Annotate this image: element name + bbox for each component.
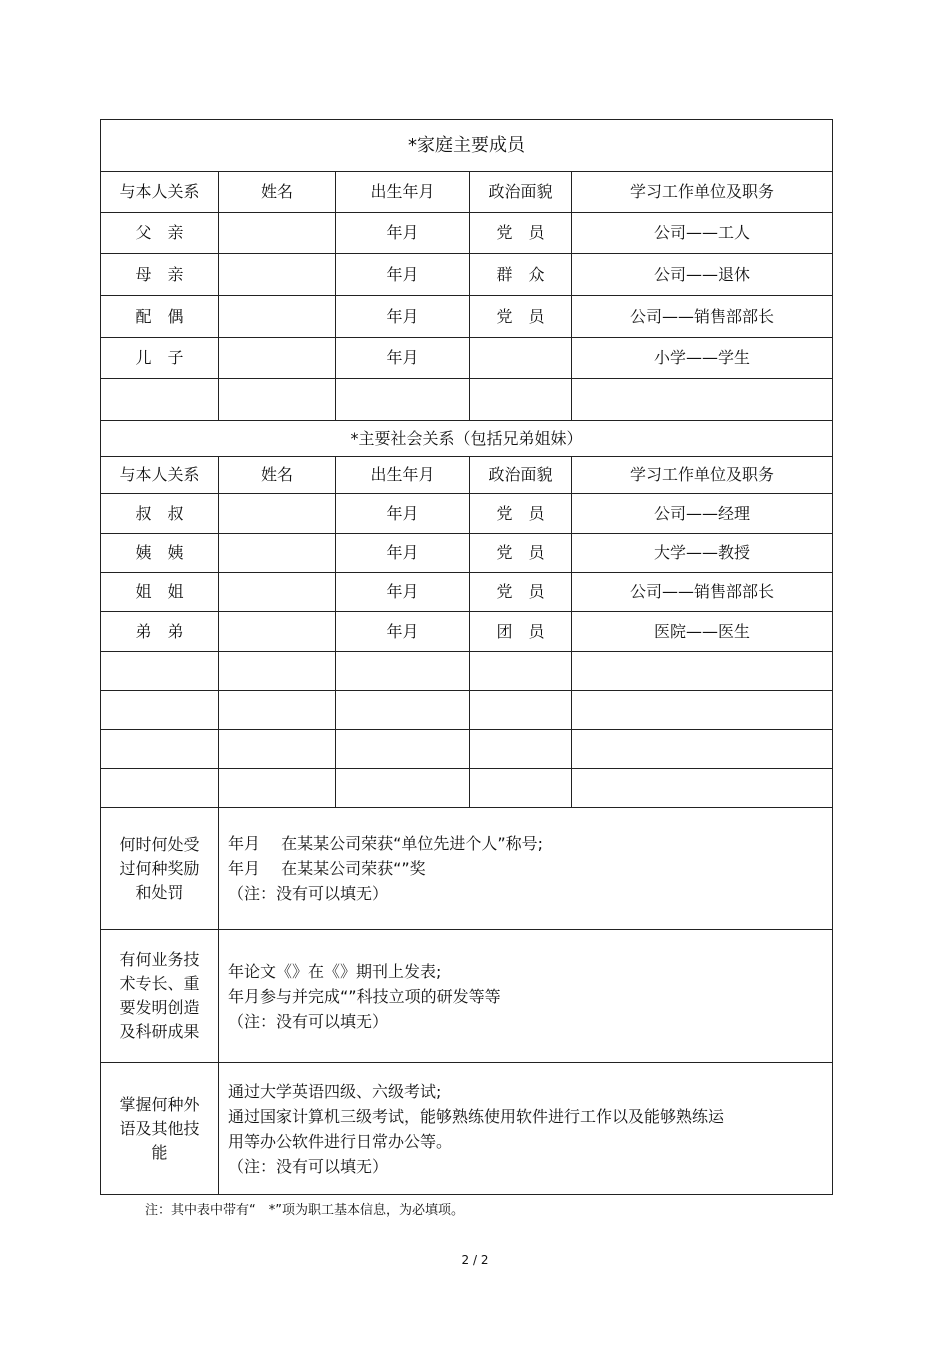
family-header-birth: 出生年月: [336, 172, 470, 213]
political-cell[interactable]: [470, 691, 572, 730]
relation-cell: 弟 弟: [101, 612, 219, 652]
skills-line: 年月参与并完成“”科技立项的研发等等: [228, 986, 501, 1006]
birth-cell: 年月: [336, 573, 470, 612]
awards-label-line: 和处罚: [135, 882, 184, 902]
name-cell[interactable]: [219, 769, 336, 808]
name-cell[interactable]: [219, 730, 336, 769]
political-cell[interactable]: [470, 379, 572, 421]
birth-cell[interactable]: [336, 379, 470, 421]
awards-label-line: 过何种奖励: [119, 858, 200, 878]
relation-cell: 儿 子: [101, 338, 219, 379]
languages-label-line: 掌握何种外: [119, 1094, 200, 1114]
name-cell[interactable]: [219, 612, 336, 652]
birth-cell: 年月: [336, 338, 470, 379]
family-row: [101, 213, 833, 254]
workplace-cell: 公司——销售部部长: [572, 573, 833, 612]
name-cell[interactable]: [219, 534, 336, 573]
name-cell[interactable]: [219, 494, 336, 534]
social-section-title: *主要社会关系（包括兄弟姐妹）: [101, 421, 833, 457]
relation-cell: 姨 姨: [101, 534, 219, 573]
page-number: 2 / 2: [461, 1253, 489, 1267]
political-cell[interactable]: [470, 769, 572, 808]
birth-cell: 年月: [336, 296, 470, 338]
skills-label-line: 术专长、重: [119, 974, 200, 993]
skills-note: （注：没有可以填无）: [228, 1011, 389, 1031]
social-row-empty: [101, 652, 833, 691]
political-cell: 党 员: [470, 494, 572, 534]
social-row: [101, 494, 833, 534]
name-cell[interactable]: [219, 213, 336, 254]
social-row: [101, 612, 833, 652]
workplace-cell[interactable]: [572, 730, 833, 769]
political-cell: 党 员: [470, 296, 572, 338]
awards-content[interactable]: [219, 808, 833, 930]
name-cell[interactable]: [219, 254, 336, 296]
political-cell: 党 员: [470, 213, 572, 254]
relation-cell[interactable]: [101, 379, 219, 421]
social-header-relation: 与本人关系: [101, 457, 219, 494]
social-row: [101, 534, 833, 573]
name-cell[interactable]: [219, 296, 336, 338]
birth-cell: 年月: [336, 612, 470, 652]
name-cell[interactable]: [219, 379, 336, 421]
workplace-cell[interactable]: [572, 379, 833, 421]
birth-cell[interactable]: [336, 652, 470, 691]
awards-line: 年月 在某某公司荣获“”奖: [228, 859, 426, 878]
social-row-empty: [101, 691, 833, 730]
social-header-birth: 出生年月: [336, 457, 470, 494]
family-header-row: [101, 172, 833, 213]
political-cell: 党 员: [470, 573, 572, 612]
social-row-empty: [101, 730, 833, 769]
skills-row: [101, 930, 833, 1063]
family-row-empty: [101, 379, 833, 421]
political-cell: 党 员: [470, 534, 572, 573]
birth-cell: 年月: [336, 213, 470, 254]
languages-line: 通过国家计算机三级考试，能够熟练使用软件进行工作以及能够熟练运: [228, 1106, 725, 1126]
political-cell: 团 员: [470, 612, 572, 652]
workplace-cell[interactable]: [572, 769, 833, 808]
skills-line: 年论文《》在《》期刊上发表;: [228, 961, 442, 981]
awards-line: 年月 在某某公司荣获“单位先进个人”称号;: [228, 834, 544, 853]
birth-cell: 年月: [336, 494, 470, 534]
family-row: [101, 296, 833, 338]
family-header-name: 姓名: [219, 172, 336, 213]
social-header-political: 政治面貌: [470, 457, 572, 494]
languages-note: （注：没有可以填无）: [228, 1156, 389, 1176]
languages-content[interactable]: [219, 1063, 833, 1195]
political-cell: 群 众: [470, 254, 572, 296]
workplace-cell: 公司——经理: [572, 494, 833, 534]
languages-label: [101, 1063, 219, 1195]
social-row: [101, 573, 833, 612]
name-cell[interactable]: [219, 691, 336, 730]
name-cell[interactable]: [219, 573, 336, 612]
name-cell[interactable]: [219, 652, 336, 691]
workplace-cell[interactable]: [572, 652, 833, 691]
social-header-name: 姓名: [219, 457, 336, 494]
relation-cell: 叔 叔: [101, 494, 219, 534]
relation-cell: 配 偶: [101, 296, 219, 338]
social-row-empty: [101, 769, 833, 808]
social-header-row: [101, 457, 833, 494]
awards-row: [101, 808, 833, 930]
family-header-relation: 与本人关系: [101, 172, 219, 213]
political-cell[interactable]: [470, 338, 572, 379]
family-header-workplace: 学习工作单位及职务: [572, 172, 833, 213]
skills-label-line: 要发明创造: [119, 998, 200, 1017]
family-row: [101, 254, 833, 296]
awards-label-line: 何时何处受: [119, 834, 200, 854]
workplace-cell: 医院——医生: [572, 612, 833, 652]
name-cell[interactable]: [219, 338, 336, 379]
relation-cell[interactable]: [101, 652, 219, 691]
skills-label-line: 有何业务技: [119, 950, 200, 969]
birth-cell[interactable]: [336, 691, 470, 730]
member-info-table: [100, 119, 833, 1195]
languages-label-line: 语及其他技: [119, 1118, 200, 1138]
languages-line: 用等办公软件进行日常办公等。: [228, 1131, 453, 1151]
workplace-cell: 小学——学生: [572, 338, 833, 379]
family-header-political: 政治面貌: [470, 172, 572, 213]
workplace-cell: 大学——教授: [572, 534, 833, 573]
skills-label: [101, 930, 219, 1063]
birth-cell: 年月: [336, 534, 470, 573]
languages-line: 通过大学英语四级、六级考试;: [228, 1081, 442, 1101]
family-title-row: [101, 120, 833, 172]
languages-label-line: 能: [151, 1142, 168, 1162]
social-title-row: [101, 421, 833, 457]
workplace-cell: 公司——销售部部长: [572, 296, 833, 338]
skills-label-line: 及科研成果: [119, 1022, 200, 1041]
relation-cell[interactable]: [101, 730, 219, 769]
birth-cell[interactable]: [336, 730, 470, 769]
birth-cell: 年月: [336, 254, 470, 296]
relation-cell[interactable]: [101, 769, 219, 808]
awards-label: [101, 808, 219, 930]
relation-cell: 母 亲: [101, 254, 219, 296]
social-header-workplace: 学习工作单位及职务: [572, 457, 833, 494]
political-cell[interactable]: [470, 652, 572, 691]
family-row: [101, 338, 833, 379]
workplace-cell: 公司——退休: [572, 254, 833, 296]
family-section-title: *家庭主要成员: [101, 120, 833, 172]
relation-cell: 姐 姐: [101, 573, 219, 612]
political-cell[interactable]: [470, 730, 572, 769]
workplace-cell[interactable]: [572, 691, 833, 730]
birth-cell[interactable]: [336, 769, 470, 808]
awards-note: （注：没有可以填无）: [228, 884, 389, 903]
workplace-cell: 公司——工人: [572, 213, 833, 254]
skills-content[interactable]: [219, 930, 833, 1063]
languages-row: [101, 1063, 833, 1195]
relation-cell: 父 亲: [101, 213, 219, 254]
footer-note: 注：其中表中带有“ *”项为职工基本信息，为必填项。: [145, 1203, 464, 1218]
relation-cell[interactable]: [101, 691, 219, 730]
